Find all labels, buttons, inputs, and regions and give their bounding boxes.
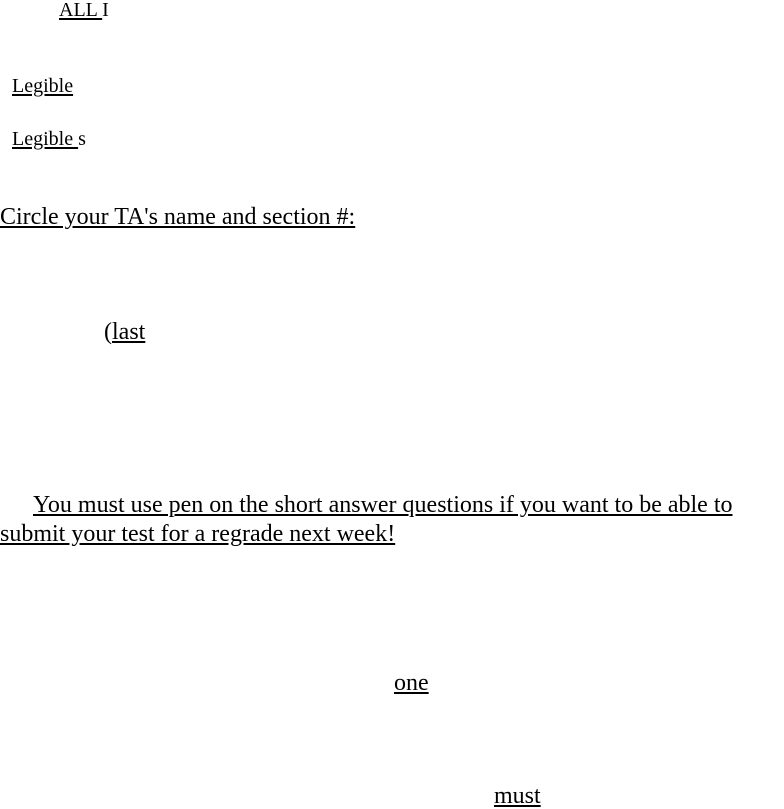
name-hint-word: last: [112, 319, 146, 345]
legible-label-2-underlined: Legible: [12, 128, 79, 150]
pen-notice-line-2: submit your test for a regrade next week!: [0, 521, 396, 547]
fragment-must: must: [494, 783, 541, 809]
name-hint-paren: (: [104, 319, 112, 345]
all-line: [59, 0, 109, 20]
fragment-one: one: [394, 670, 429, 696]
name-hint: [104, 320, 145, 344]
ta-section-prompt: Circle your TA's name and section #:: [0, 204, 356, 230]
pen-notice-line-1: You must use pen on the short answer questions if you want to be able to: [33, 492, 733, 518]
legible-label-2: [12, 129, 86, 149]
all-line-rest: I: [102, 0, 109, 21]
all-line-underlined: ALL: [59, 0, 103, 21]
legible-label-2-rest: s: [78, 128, 86, 150]
legible-label-1: Legible: [12, 75, 74, 97]
